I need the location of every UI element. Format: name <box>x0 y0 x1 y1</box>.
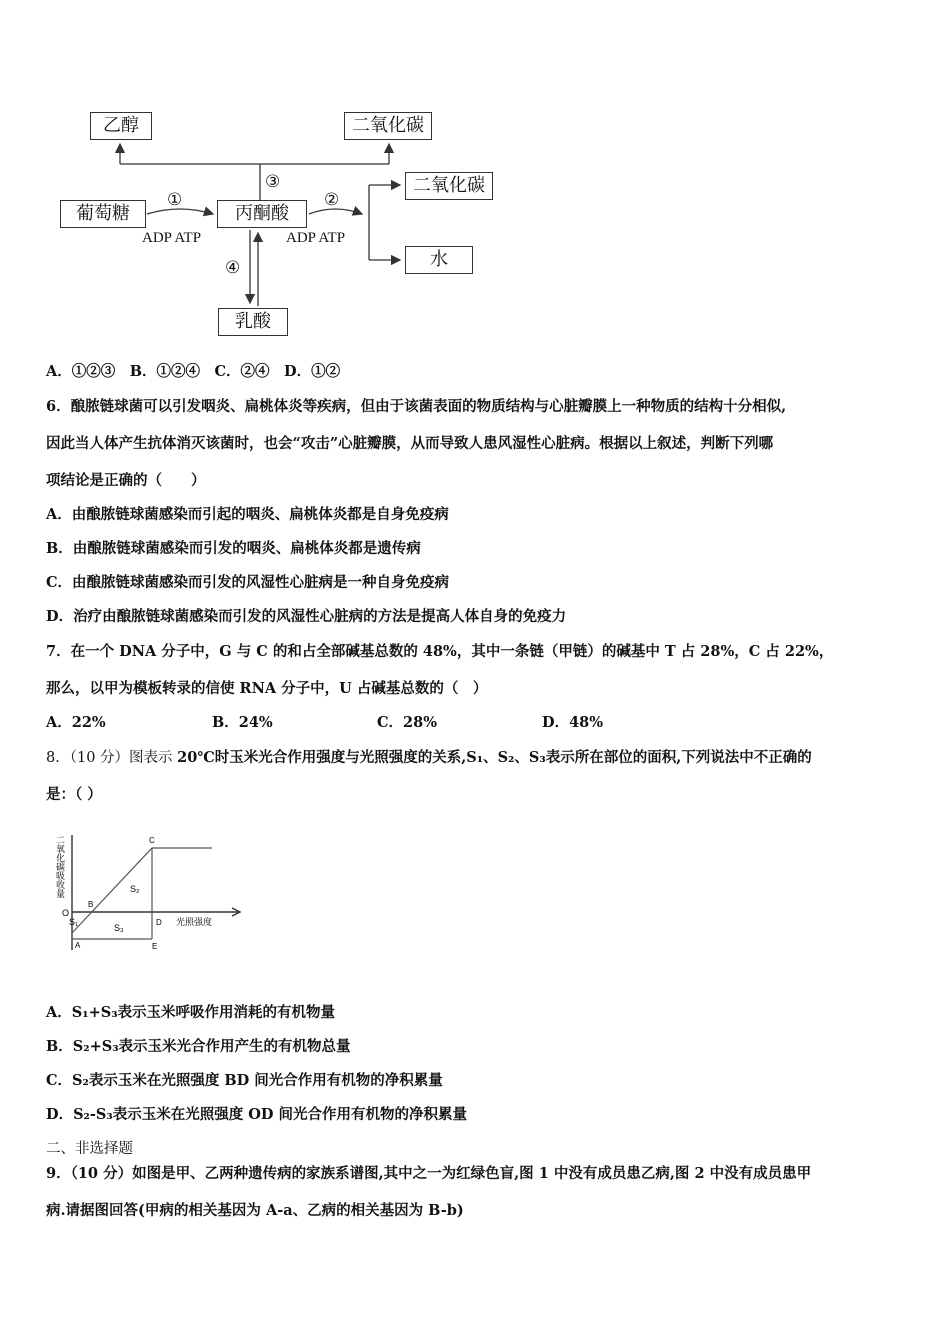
q6-option-a: A．由酿脓链球菌感染而引起的咽炎、扁桃体炎都是自身免疫病 <box>46 506 449 523</box>
section-2-title: 二、非选择题 <box>46 1141 133 1157</box>
metabolism-diagram <box>0 0 950 345</box>
q8-stem-2: 是：（ ） <box>46 786 102 803</box>
point-a-label: A <box>75 941 81 950</box>
q8-option-b: B．S₂+S₃表示玉米光合作用产生的有机物总量 <box>46 1038 351 1055</box>
q8-option-a: A．S₁+S₃表示玉米呼吸作用消耗的有机物量 <box>46 1004 336 1021</box>
s2-label: S₂ <box>130 884 140 894</box>
step-3-label: ③ <box>265 172 281 192</box>
point-d-label: D <box>156 918 162 927</box>
lactate-box: 乳酸 <box>218 308 288 336</box>
q9-stem-1: 9．（10 分）如图是甲、乙两种遗传病的家族系谱图,其中之一为红绿色盲,图 1 中没有成员患乙病,图 2 中没有成员患甲 <box>46 1165 812 1182</box>
q8-stem-1-pre: 8．（10 分）图表示 <box>46 750 178 766</box>
q6-option-b: B．由酿脓链球菌感染而引发的咽炎、扁桃体炎都是遗传病 <box>46 540 421 557</box>
pyruvate-box: 丙酮酸 <box>217 200 307 228</box>
q8-stem-1-post: 20℃时玉米光合作用强度与光照强度的关系,S₁、S₂、S₃表示所在部位的面积,下列说法中不正确的 <box>177 749 812 766</box>
origin-label: O <box>62 908 70 918</box>
s1-label: S₁ <box>69 917 79 927</box>
co2-top-box: 二氧化碳 <box>344 112 432 140</box>
ethanol-box: 乙醇 <box>90 112 152 140</box>
q6-option-d: D．治疗由酿脓链球菌感染而引发的风湿性心脏病的方法是提高人体自身的免疫力 <box>46 608 567 625</box>
step-2-label: ② <box>324 190 340 210</box>
q8-stem-1 <box>46 746 812 767</box>
point-b-label: B <box>88 900 94 909</box>
q8-option-c: C．S₂表示玉米在光照强度 BD 间光合作用有机物的净积累量 <box>46 1072 443 1089</box>
q7-stem-2: 那么，以甲为模板转录的信使 RNA 分子中，U 占碱基总数的（ ） <box>46 680 488 697</box>
step-1-label: ① <box>167 190 183 210</box>
q6-option-c: C．由酿脓链球菌感染而引发的风湿性心脏病是一种自身免疫病 <box>46 574 450 591</box>
y-axis-label: 二氧化碳吸收量 <box>55 835 65 898</box>
q7-option-a: A．22% <box>46 714 106 731</box>
q6-stem-3: 项结论是正确的（ ） <box>46 472 206 489</box>
adp-atp-right: ADP ATP <box>286 230 346 246</box>
step-4-label: ④ <box>225 258 241 278</box>
q8-option-d: D．S₂-S₃表示玉米在光照强度 OD 间光合作用有机物的净积累量 <box>46 1106 468 1123</box>
q5-options: A．①②③ B．①②④ C．②④ D．①② <box>46 363 341 380</box>
glucose-box: 葡萄糖 <box>60 200 146 228</box>
point-c-label: C <box>149 836 155 845</box>
q9-stem-2: 病.请据图回答(甲病的相关基因为 A-a、乙病的相关基因为 B-b) <box>46 1202 464 1219</box>
adp-atp-left: ADP ATP <box>142 230 202 246</box>
point-e-label: E <box>152 942 158 951</box>
q6-stem-1: 6．酿脓链球菌可以引发咽炎、扁桃体炎等疾病，但由于该菌表面的物质结构与心脏瓣膜上一种物质的结构十分相似, <box>46 398 787 415</box>
q7-stem-1: 7．在一个 DNA 分子中，G 与 C 的和占全部碱基总数的 48%，其中一条链（甲链）的碱基中 T 占 28%，C 占 22%， <box>46 643 834 660</box>
q6-stem-2: 因此当人体产生抗体消灭该菌时，也会“攻击”心脏瓣膜，从而导致人患风湿性心脏病。根据以上叙述，判断下列哪 <box>46 435 774 452</box>
q7-option-b: B．24% <box>212 714 273 731</box>
water-box: 水 <box>405 246 473 274</box>
s3-label: S₃ <box>114 923 124 933</box>
x-axis-label: 光照强度 <box>176 917 213 927</box>
photosynthesis-chart <box>50 815 250 955</box>
q7-option-c: C．28% <box>377 714 437 731</box>
q7-option-d: D．48% <box>542 714 604 731</box>
co2-right-box: 二氧化碳 <box>405 172 493 200</box>
